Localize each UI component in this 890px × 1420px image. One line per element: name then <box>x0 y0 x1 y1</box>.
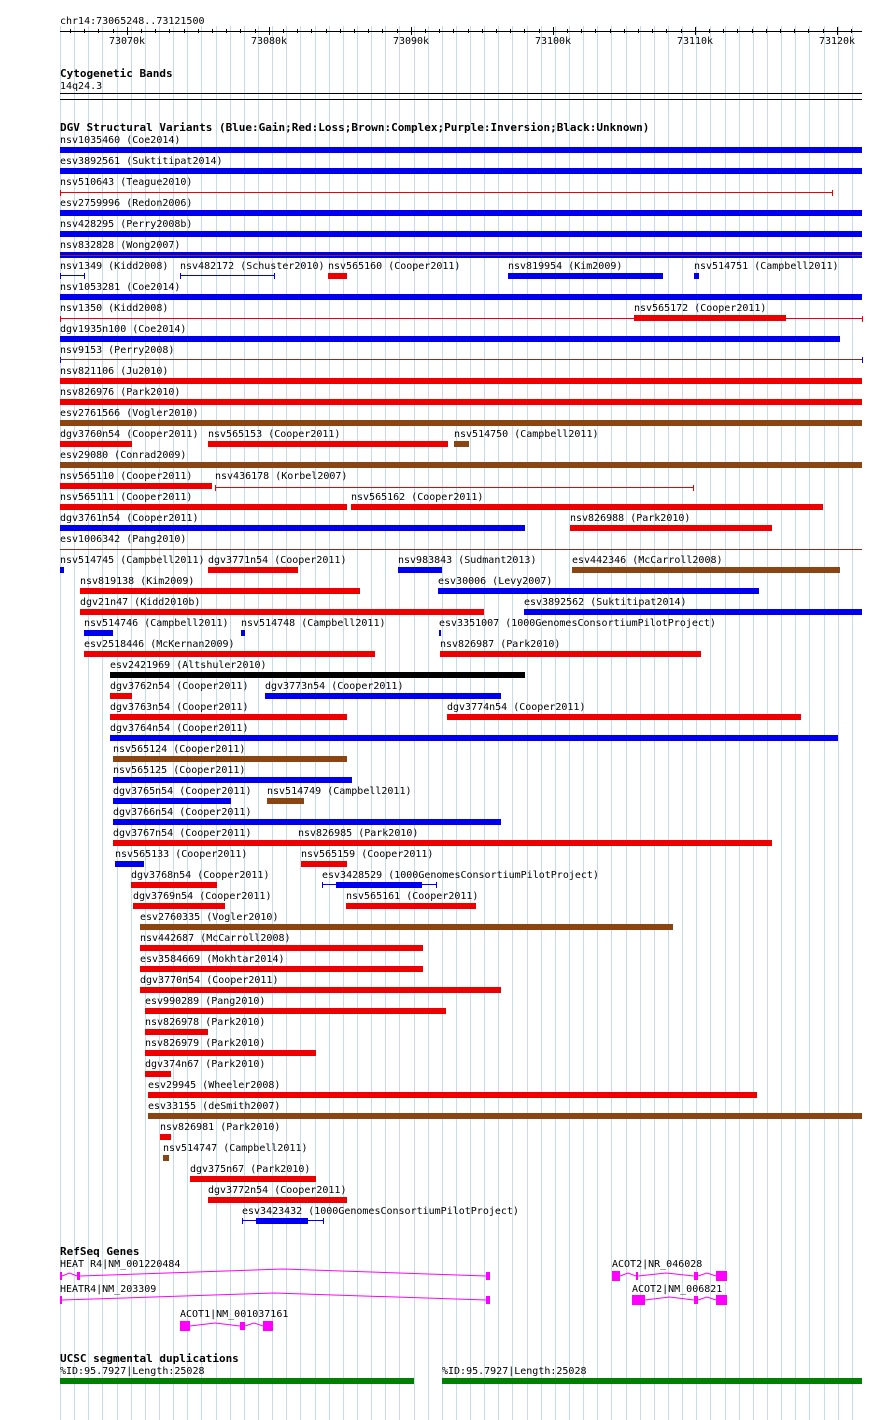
segdup-bar[interactable] <box>442 1378 862 1384</box>
dgv-variant-label[interactable]: nsv436178 (Korbel2007) <box>215 471 348 482</box>
dgv-variant-label[interactable]: nsv9153 (Perry2008) <box>60 345 175 356</box>
dgv-variant-label[interactable]: nsv514747 (Campbell2011) <box>163 1143 308 1154</box>
dgv-variant-bar[interactable] <box>447 714 801 720</box>
dgv-variant-label[interactable]: nsv826988 (Park2010) <box>570 513 691 524</box>
dgv-variant-end-tick <box>242 1218 243 1224</box>
dgv-variant-label[interactable]: nsv826978 (Park2010) <box>145 1017 266 1028</box>
dgv-variant-label[interactable]: nsv1349 (Kidd2008) <box>60 261 169 272</box>
dgv-variant-label[interactable]: esv1006342 (Pang2010) <box>60 534 187 545</box>
dgv-variant-bar[interactable] <box>208 1197 347 1203</box>
dgv-variant-label[interactable]: esv990289 (Pang2010) <box>145 996 266 1007</box>
dgv-variant-label[interactable]: nsv565124 (Cooper2011) <box>113 744 246 755</box>
refseq-gene-label[interactable]: ACOT2|NM_006821 <box>632 1284 723 1295</box>
ruler-minor-tick <box>624 29 625 33</box>
dgv-variant-bar[interactable] <box>351 504 823 510</box>
ruler-minor-tick <box>581 29 582 33</box>
cytoband-label[interactable]: 14q24.3 <box>60 81 103 92</box>
ruler-axis-line <box>60 31 862 32</box>
dgv-variant-end-tick <box>215 485 216 491</box>
segdup-label[interactable]: %ID:95.7927|Length:25028 <box>60 1366 205 1377</box>
dgv-variant-label[interactable]: dgv3763n54 (Cooper2011) <box>110 702 249 713</box>
dgv-variant-label[interactable]: nsv826981 (Park2010) <box>160 1122 281 1133</box>
dgv-variant-label[interactable]: nsv514748 (Campbell2011) <box>241 618 386 629</box>
dgv-variant-label[interactable]: esv29080 (Conrad2009) <box>60 450 187 461</box>
dgv-variant-label[interactable]: dgv3767n54 (Cooper2011) <box>113 828 252 839</box>
dgv-variant-bar[interactable] <box>454 441 469 447</box>
ruler-minor-tick <box>354 29 355 33</box>
ruler-minor-tick <box>553 29 554 33</box>
ruler-minor-tick <box>468 29 469 33</box>
ruler-minor-tick <box>155 29 156 33</box>
dgv-variant-label[interactable]: esv442346 (McCarroll2008) <box>572 555 723 566</box>
dgv-variant-bar[interactable] <box>133 903 225 909</box>
dgv-variant-label[interactable]: nsv442687 (McCarroll2008) <box>140 933 291 944</box>
dgv-variant-label[interactable]: nsv819138 (Kim2009) <box>80 576 195 587</box>
dgv-variant-bar[interactable] <box>60 567 64 573</box>
dgv-variant-label[interactable]: dgv3772n54 (Cooper2011) <box>208 1185 347 1196</box>
cytoband-top-line <box>60 93 862 94</box>
dgv-variant-end-tick <box>323 1218 324 1224</box>
refseq-intron <box>698 1297 716 1300</box>
refseq-intron <box>638 1273 694 1276</box>
ruler-minor-tick <box>482 29 483 33</box>
dgv-variant-label[interactable]: esv29945 (Wheeler2008) <box>148 1080 281 1091</box>
refseq-exon <box>263 1321 273 1331</box>
ruler-minor-tick <box>766 29 767 33</box>
ruler-minor-tick <box>808 29 809 33</box>
dgv-variant-label[interactable]: dgv3768n54 (Cooper2011) <box>131 870 270 881</box>
refseq-exon <box>632 1295 645 1305</box>
dgv-variant-end-tick <box>862 357 863 363</box>
dgv-variant-label[interactable]: nsv514745 (Campbell2011) <box>60 555 205 566</box>
dgv-variant-label[interactable]: nsv826979 (Park2010) <box>145 1038 266 1049</box>
dgv-variant-label[interactable]: esv2759996 (Redon2006) <box>60 198 193 209</box>
dgv-variant-label[interactable]: dgv3771n54 (Cooper2011) <box>208 555 347 566</box>
dgv-variant-end-tick <box>274 273 275 279</box>
dgv-variant-span[interactable] <box>60 192 832 193</box>
dgv-variant-bar[interactable] <box>113 840 298 846</box>
dgv-variant-bar[interactable] <box>60 483 212 489</box>
dgv-variant-bar[interactable] <box>60 462 862 468</box>
dgv-variant-label[interactable]: nsv826987 (Park2010) <box>440 639 561 650</box>
ruler-minor-tick <box>382 29 383 33</box>
dgv-variant-bar[interactable] <box>80 588 360 594</box>
dgv-variant-bar[interactable] <box>301 861 347 867</box>
ruler-minor-tick <box>98 29 99 33</box>
ruler-tick-label: 73090k <box>392 36 430 47</box>
dgv-group-separator <box>60 359 862 360</box>
dgv-variant-label[interactable]: esv3428529 (1000GenomesConsortiumPilotProject) <box>322 870 599 881</box>
dgv-variant-bar[interactable] <box>190 1176 316 1182</box>
ruler-minor-tick <box>283 29 284 33</box>
refseq-gene-label[interactable]: HEAT R4|NM_001220484 <box>60 1259 181 1270</box>
dgv-variant-bar[interactable] <box>145 1071 171 1077</box>
ruler-minor-tick <box>340 29 341 33</box>
dgv-variant-end-tick <box>60 190 61 196</box>
dgv-variant-bar[interactable] <box>328 273 347 279</box>
ruler-minor-tick <box>84 29 85 33</box>
dgv-variant-bar[interactable] <box>110 693 132 699</box>
ruler-tick-label: 73080k <box>250 36 288 47</box>
dgv-variant-label[interactable]: dgv3770n54 (Cooper2011) <box>140 975 279 986</box>
dgv-variant-label[interactable]: dgv3769n54 (Cooper2011) <box>133 891 272 902</box>
dgv-variant-label[interactable]: nsv1035460 (Coe2014) <box>60 135 181 146</box>
dgv-variant-bar[interactable] <box>508 273 663 279</box>
dgv-variant-bar[interactable] <box>60 210 862 216</box>
ruler-minor-tick <box>269 29 270 33</box>
ruler-minor-tick <box>453 29 454 33</box>
dgv-variant-bar[interactable] <box>110 672 525 678</box>
dgv-variant-label[interactable]: nsv565159 (Cooper2011) <box>301 849 434 860</box>
dgv-variant-label[interactable]: nsv565160 (Cooper2011) <box>328 261 461 272</box>
dgv-variant-end-tick <box>862 316 863 322</box>
ruler-minor-tick <box>794 29 795 33</box>
dgv-variant-bar[interactable] <box>298 840 772 846</box>
dgv-variant-label[interactable]: dgv3765n54 (Cooper2011) <box>113 786 252 797</box>
dgv-variant-bar[interactable] <box>267 798 304 804</box>
refseq-track-title: RefSeq Genes <box>60 1245 140 1258</box>
refseq-intron <box>645 1297 694 1300</box>
ruler-minor-tick <box>297 29 298 33</box>
dgv-variant-bar[interactable] <box>131 882 217 888</box>
refseq-intron <box>190 1323 240 1326</box>
dgv-variant-label[interactable]: nsv1053281 (Coe2014) <box>60 282 181 293</box>
ruler-minor-tick <box>113 29 114 33</box>
refseq-gene-label[interactable]: ACOT1|NM_001037161 <box>180 1309 289 1320</box>
refseq-exon <box>612 1271 620 1281</box>
dgv-group-separator <box>60 549 862 550</box>
dgv-variant-bar[interactable] <box>140 945 423 951</box>
dgv-variant-bar[interactable] <box>140 924 673 930</box>
dgv-variant-span[interactable] <box>180 275 274 276</box>
ruler-minor-tick <box>184 29 185 33</box>
segdup-label[interactable]: %ID:95.7927|Length:25028 <box>442 1366 587 1377</box>
dgv-variant-label[interactable]: dgv3762n54 (Cooper2011) <box>110 681 249 692</box>
dgv-variant-label[interactable]: nsv565172 (Cooper2011) <box>634 303 767 314</box>
ruler-minor-tick <box>141 29 142 33</box>
dgv-variant-label[interactable]: esv2421969 (Altshuler2010) <box>110 660 267 671</box>
dgv-variant-bar[interactable] <box>60 504 347 510</box>
refseq-exon <box>240 1322 245 1330</box>
segdup-bar[interactable] <box>60 1378 414 1384</box>
dgv-variant-bar[interactable] <box>60 168 862 174</box>
dgv-variant-bar[interactable] <box>60 336 840 342</box>
dgv-variant-label[interactable]: dgv375n67 (Park2010) <box>190 1164 311 1175</box>
dgv-variant-label[interactable]: esv3892562 (Suktitipat2014) <box>524 597 687 608</box>
dgv-variant-label[interactable]: nsv514749 (Campbell2011) <box>267 786 412 797</box>
refseq-exon <box>716 1295 727 1305</box>
dgv-variant-end-tick <box>60 357 61 363</box>
dgv-variant-bar[interactable] <box>572 567 840 573</box>
position-readout: chr14:73065248..73121500 <box>60 16 205 27</box>
cytoband-track-title: Cytogenetic Bands <box>60 67 173 80</box>
dgv-variant-label[interactable]: dgv3766n54 (Cooper2011) <box>113 807 252 818</box>
dgv-variant-label[interactable]: esv30006 (Levy2007) <box>438 576 553 587</box>
refseq-exon <box>694 1272 698 1280</box>
dgv-variant-label[interactable]: esv3351007 (1000GenomesConsortiumPilotProject) <box>439 618 716 629</box>
dgv-variant-span[interactable] <box>215 487 693 488</box>
dgv-variant-label[interactable]: nsv510643 (Teague2010) <box>60 177 193 188</box>
dgv-variant-label[interactable]: nsv821106 (Ju2010) <box>60 366 169 377</box>
dgv-variant-bar[interactable] <box>398 567 442 573</box>
ruler-minor-tick <box>368 29 369 33</box>
dgv-variant-bar[interactable] <box>145 1008 446 1014</box>
refseq-gene-model[interactable] <box>0 1268 890 1284</box>
dgv-variant-label[interactable]: dgv3761n54 (Cooper2011) <box>60 513 199 524</box>
dgv-variant-label[interactable]: nsv826976 (Park2010) <box>60 387 181 398</box>
refseq-intron <box>245 1323 263 1326</box>
dgv-variant-label[interactable]: dgv1935n100 (Coe2014) <box>60 324 187 335</box>
dgv-variant-bar[interactable] <box>84 630 113 636</box>
ruler-minor-tick <box>326 29 327 33</box>
ruler-minor-tick <box>198 29 199 33</box>
dgv-variant-label[interactable]: nsv482172 (Schuster2010) <box>180 261 325 272</box>
dgv-variant-label[interactable]: esv3892561 (Suktitipat2014) <box>60 156 223 167</box>
ruler-minor-tick <box>425 29 426 33</box>
dgv-variant-label[interactable]: nsv565153 (Cooper2011) <box>208 429 341 440</box>
dgv-variant-label[interactable]: nsv1350 (Kidd2008) <box>60 303 169 314</box>
dgv-variant-bar[interactable] <box>115 861 144 867</box>
ruler-minor-tick <box>397 29 398 33</box>
dgv-variant-label[interactable]: esv2518446 (McKernan2009) <box>84 639 235 650</box>
dgv-variant-bar[interactable] <box>60 294 862 300</box>
ruler-minor-tick <box>752 29 753 33</box>
ruler-minor-tick <box>212 29 213 33</box>
dgv-variant-bar[interactable] <box>256 1218 308 1224</box>
dgv-variant-end-tick <box>60 273 61 279</box>
dgv-variant-end-tick <box>322 882 323 888</box>
dgv-variant-bar[interactable] <box>439 630 441 636</box>
ruler-minor-tick <box>524 29 525 33</box>
dgv-variant-bar[interactable] <box>113 756 347 762</box>
dgv-variant-bar[interactable] <box>145 1029 208 1035</box>
ruler-tick-label: 73070k <box>108 36 146 47</box>
ruler-minor-tick <box>311 29 312 33</box>
ruler-tick-label: 73100k <box>534 36 572 47</box>
segdup-track-title: UCSC segmental duplications <box>60 1352 239 1365</box>
refseq-gene-label[interactable]: ACOT2|NR_046028 <box>612 1259 703 1270</box>
ruler-tick-label: 73110k <box>676 36 714 47</box>
ruler-minor-tick <box>737 29 738 33</box>
refseq-exon <box>636 1272 638 1280</box>
ruler-minor-tick <box>666 29 667 33</box>
ruler-minor-tick <box>723 29 724 33</box>
dgv-variant-label[interactable]: nsv514751 (Campbell2011) <box>694 261 839 272</box>
refseq-gene-label[interactable]: HEATR4|NM_203309 <box>60 1284 157 1295</box>
dgv-variant-label[interactable]: nsv565161 (Cooper2011) <box>346 891 479 902</box>
dgv-variant-label[interactable]: nsv565110 (Cooper2011) <box>60 471 193 482</box>
dgv-variant-bar[interactable] <box>438 588 759 594</box>
dgv-variant-label[interactable]: dgv3764n54 (Cooper2011) <box>110 723 249 734</box>
ruler-minor-tick <box>851 29 852 33</box>
dgv-variant-bar[interactable] <box>336 882 422 888</box>
dgv-variant-label[interactable]: nsv832828 (Wong2007) <box>60 240 181 251</box>
refseq-exon <box>180 1321 190 1331</box>
refseq-gene-model[interactable] <box>0 1292 890 1308</box>
ruler-minor-tick <box>439 29 440 33</box>
dgv-variant-bar[interactable] <box>60 147 862 153</box>
dgv-variant-label[interactable]: esv33155 (deSmith2007) <box>148 1101 281 1112</box>
ruler-minor-tick <box>127 29 128 33</box>
ruler-minor-tick <box>780 29 781 33</box>
ruler-minor-tick <box>567 29 568 33</box>
dgv-variant-span[interactable] <box>60 275 84 276</box>
dgv-variant-label[interactable]: nsv826985 (Park2010) <box>298 828 419 839</box>
dgv-variant-bar[interactable] <box>148 1113 862 1119</box>
ruler-minor-tick <box>496 29 497 33</box>
dgv-variant-bar[interactable] <box>694 273 699 279</box>
dgv-variant-end-tick <box>84 273 85 279</box>
ruler-minor-tick <box>595 29 596 33</box>
dgv-track-title: DGV Structural Variants (Blue:Gain;Red:Loss;Brown:Complex;Purple:Inversion;Black:Unknown) <box>60 121 650 134</box>
dgv-variant-label[interactable]: dgv21n47 (Kidd2010b) <box>80 597 201 608</box>
refseq-intron <box>698 1273 716 1276</box>
dgv-variant-bar[interactable] <box>60 231 862 237</box>
ruler-tick-label: 73120k <box>818 36 856 47</box>
ruler-minor-tick <box>837 29 838 33</box>
dgv-variant-bar[interactable] <box>80 609 484 615</box>
refseq-exon <box>694 1296 698 1304</box>
dgv-variant-bar[interactable] <box>346 903 476 909</box>
dgv-variant-bar[interactable] <box>148 1092 757 1098</box>
ruler-minor-tick <box>652 29 653 33</box>
dgv-variant-label[interactable]: nsv565125 (Cooper2011) <box>113 765 246 776</box>
dgv-variant-bar[interactable] <box>265 693 501 699</box>
dgv-variant-label[interactable]: nsv565111 (Cooper2011) <box>60 492 193 503</box>
dgv-variant-bar[interactable] <box>440 651 701 657</box>
dgv-variant-label[interactable]: dgv374n67 (Park2010) <box>145 1059 266 1070</box>
ruler-minor-tick <box>823 29 824 33</box>
dgv-variant-label[interactable]: nsv514750 (Campbell2011) <box>454 429 599 440</box>
dgv-variant-bar[interactable] <box>163 1155 169 1161</box>
ruler-minor-tick <box>411 29 412 33</box>
dgv-variant-end-tick <box>436 882 437 888</box>
cytoband-bottom-line <box>60 99 862 100</box>
ruler-minor-tick <box>240 29 241 33</box>
dgv-variant-bar[interactable] <box>110 735 838 741</box>
ruler-minor-tick <box>695 29 696 33</box>
dgv-variant-bar[interactable] <box>160 1134 171 1140</box>
dgv-variant-bar[interactable] <box>84 651 375 657</box>
dgv-variant-label[interactable]: nsv565162 (Cooper2011) <box>351 492 484 503</box>
dgv-variant-label[interactable]: nsv565133 (Cooper2011) <box>115 849 248 860</box>
dgv-variant-label[interactable]: nsv428295 (Perry2008b) <box>60 219 193 230</box>
ruler-minor-tick <box>169 29 170 33</box>
dgv-variant-bar[interactable] <box>113 798 231 804</box>
ruler-minor-tick <box>510 29 511 33</box>
dgv-variant-label[interactable]: esv2760335 (Vogler2010) <box>140 912 279 923</box>
refseq-intron <box>620 1273 636 1276</box>
dgv-variant-bar[interactable] <box>60 441 132 447</box>
ruler-minor-tick <box>610 29 611 33</box>
ruler-minor-tick <box>638 29 639 33</box>
dgv-variant-bar[interactable] <box>60 420 862 426</box>
ruler-minor-tick <box>70 29 71 33</box>
ruler-minor-tick <box>539 29 540 33</box>
dgv-variant-label[interactable]: esv3423432 (1000GenomesConsortiumPilotProject) <box>242 1206 519 1217</box>
dgv-variant-label[interactable]: dgv3773n54 (Cooper2011) <box>265 681 404 692</box>
dgv-group-separator <box>60 255 862 256</box>
dgv-variant-bar[interactable] <box>145 1050 316 1056</box>
dgv-variant-label[interactable]: dgv3774n54 (Cooper2011) <box>447 702 586 713</box>
dgv-variant-label[interactable]: esv2761566 (Vogler2010) <box>60 408 199 419</box>
refseq-gene-model[interactable] <box>0 1318 890 1334</box>
dgv-variant-end-tick <box>693 485 694 491</box>
dgv-variant-label[interactable]: dgv3760n54 (Cooper2011) <box>60 429 199 440</box>
dgv-variant-bar[interactable] <box>524 609 862 615</box>
dgv-variant-bar[interactable] <box>60 378 862 384</box>
dgv-variant-bar[interactable] <box>113 777 352 783</box>
dgv-variant-bar[interactable] <box>60 399 862 405</box>
ruler-minor-tick <box>255 29 256 33</box>
dgv-variant-bar[interactable] <box>140 987 501 993</box>
dgv-variant-bar[interactable] <box>634 315 786 321</box>
ruler-minor-tick <box>709 29 710 33</box>
dgv-variant-bar[interactable] <box>110 714 347 720</box>
dgv-variant-bar[interactable] <box>113 819 501 825</box>
dgv-variant-label[interactable]: esv3584669 (Mokhtar2014) <box>140 954 285 965</box>
refseq-exon <box>716 1271 727 1281</box>
dgv-variant-bar[interactable] <box>570 525 772 531</box>
dgv-variant-bar[interactable] <box>208 441 448 447</box>
dgv-variant-label[interactable]: nsv514746 (Campbell2011) <box>84 618 229 629</box>
dgv-variant-bar[interactable] <box>60 525 525 531</box>
dgv-variant-label[interactable]: nsv819954 (Kim2009) <box>508 261 623 272</box>
dgv-variant-end-tick <box>60 316 61 322</box>
dgv-variant-end-tick <box>180 273 181 279</box>
ruler-minor-tick <box>226 29 227 33</box>
dgv-variant-bar[interactable] <box>208 567 298 573</box>
ruler-minor-tick <box>681 29 682 33</box>
dgv-variant-end-tick <box>832 190 833 196</box>
dgv-variant-bar[interactable] <box>241 630 245 636</box>
dgv-variant-label[interactable]: nsv983843 (Sudmant2013) <box>398 555 537 566</box>
dgv-variant-bar[interactable] <box>140 966 423 972</box>
